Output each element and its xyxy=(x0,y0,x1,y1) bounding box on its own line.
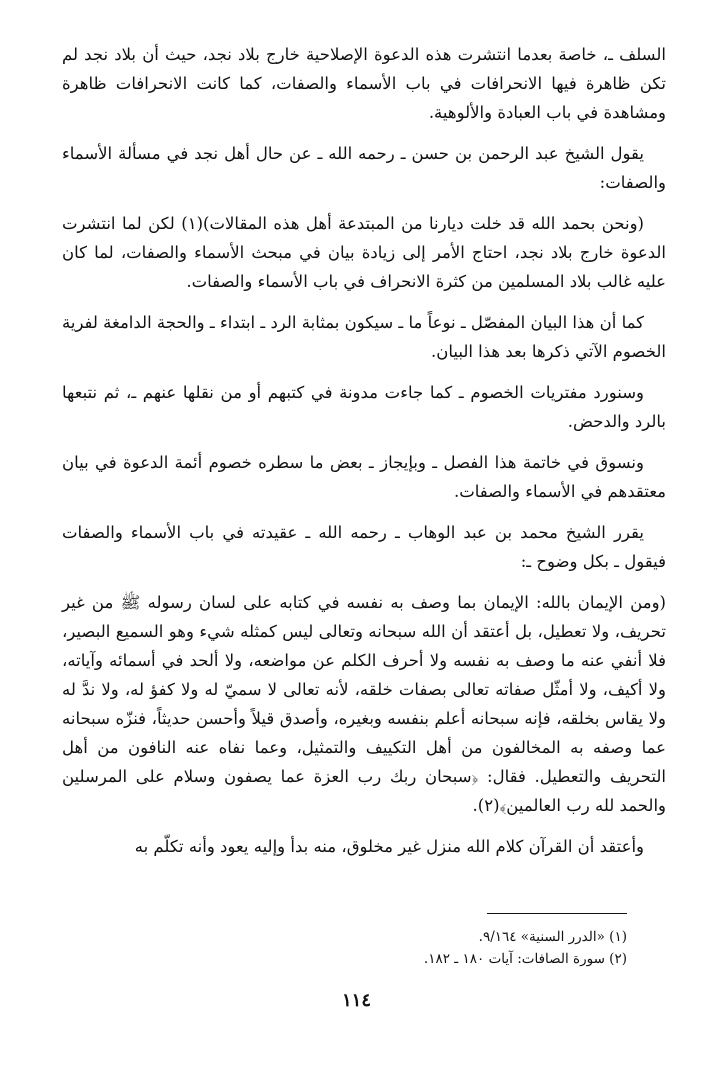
page-number: ١١٤ xyxy=(341,990,371,1011)
paragraph-4: كما أن هذا البيان المفصّل ـ نوعاً ما ـ سيكون بمثابة الرد ـ ابتداء ـ والحجة الدامغة لفرية الخصوم الآتي ذكرها بعد هذا البيان. xyxy=(62,313,666,361)
paragraph-1: السلف ـ، خاصة بعدما انتشرت هذه الدعوة الإصلاحية خارج بلاد نجد، حيث أن بلاد نجد لم تكن ظاهرة فيها الانحرافات في باب الأسماء والصفات، كما كانت الانحرافات ظاهرة ومشاهدة في باب العبادة والألوهية. xyxy=(62,45,666,122)
body-text xyxy=(62,40,666,873)
footnote-2: (٢) سورة الصافات: آيات ١٨٠ ـ ١٨٢. xyxy=(423,951,627,967)
footnote-1: (١) «الدرر السنية» ٩/١٦٤. xyxy=(478,929,627,945)
paragraph-7: يقرر الشيخ محمد بن عبد الوهاب ـ رحمه الله ـ عقيدته في باب الأسماء والصفات فيقول ـ بكل وضوح ـ: xyxy=(62,523,666,571)
paragraph-6: ونسوق في خاتمة هذا الفصل ـ وبإيجاز ـ بعض ما سطره خصوم أئمة الدعوة في بيان معتقدهم في الأسماء والصفات. xyxy=(62,453,666,501)
paragraph-5: وسنورد مفتريات الخصوم ـ كما جاءت مدونة في كتبهم أو من نقلها عنهم ـ، ثم نتبعها بالرد والدحض. xyxy=(62,383,666,431)
paragraph-9: وأعتقد أن القرآن كلام الله منزل غير مخلوق، منه بدأ وإليه يعود وأنه تكلّم به xyxy=(134,837,644,856)
footnote-separator xyxy=(487,913,627,914)
paragraph-2: يقول الشيخ عبد الرحمن بن حسن ـ رحمه الله ـ عن حال أهل نجد في مسألة الأسماء والصفات: xyxy=(62,144,666,192)
quote-paragraph: (ومن الإيمان بالله: الإيمان بما وصف به نفسه في كتابه على لسان رسوله ﷺ من غير تحريف، ولا تعطيل، بل أعتقد أن الله سبحانه وتعالى ليس كمثله شيء وهو السميع البصير، فلا أنفي عنه ما وصف به نفسه ولا أحرف الكلم عن مواضعه، ولا ألحد في أسمائه وآياته، ولا أكيف، ولا أمثّل صفاته تعالى بصفات خلقه، لأنه تعالى لا سميّ له ولا كفؤ له، ولا ندَّ له ولا يقاس بخلقه، فإنه سبحانه أعلم بنفسه وبغيره، وأصدق قيلاً وأحسن حديثاً، فنزّه سبحانه عما وصفه به المخالفون من أهل التكييف والتمثيل، وعما نفاه عنه النافون من أهل التحريف والتعطيل. فقال: ﴿سبحان ربك رب العزة عما يصفون وسلام على المرسلين والحمد لله رب العالمين﴾(٢). xyxy=(62,593,667,815)
paragraph-3: (ونحن بحمد الله قد خلت ديارنا من المبتدعة أهل هذه المقالات)(١) لكن لما انتشرت الدعوة خارج بلاد نجد، احتاج الأمر إلى زيادة بيان في مبحث الأسماء والصفات، لما كان عليه غالب بلاد المسلمين من كثرة الانحراف في باب الأسماء والصفات. xyxy=(62,214,666,291)
footnotes xyxy=(67,926,627,970)
